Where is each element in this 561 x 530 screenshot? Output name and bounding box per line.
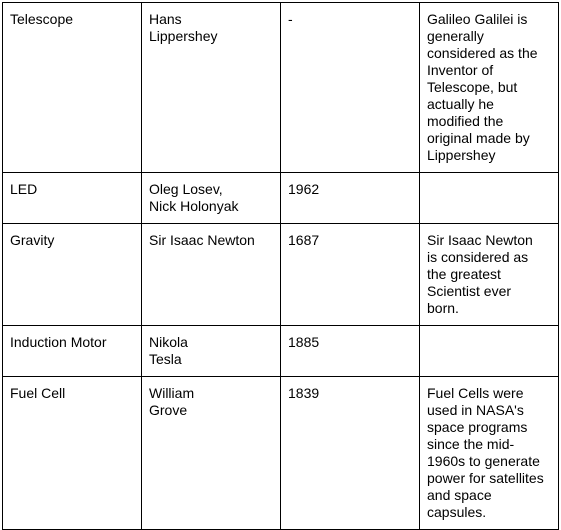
inventor-cell: Oleg Losev, Nick Holonyak [142, 173, 281, 224]
invention-cell: Fuel Cell [3, 377, 142, 530]
inventor-cell: Hans Lippershey [142, 3, 281, 173]
inventor-cell: Nikola Tesla [142, 326, 281, 377]
invention-cell: Telescope [3, 3, 142, 173]
table-row [3, 377, 559, 530]
notes-cell: Fuel Cells were used in NASA's space programs since the mid- 1960s to generate power for satellites and space capsules. [420, 377, 559, 530]
invention-cell: Induction Motor [3, 326, 142, 377]
year-cell: 1962 [281, 173, 420, 224]
table-row [3, 3, 559, 173]
year-cell: - [281, 3, 420, 173]
notes-cell [420, 173, 559, 224]
notes-cell [420, 326, 559, 377]
invention-cell: Gravity [3, 224, 142, 326]
table-row [3, 326, 559, 377]
year-cell: 1839 [281, 377, 420, 530]
year-cell: 1885 [281, 326, 420, 377]
inventor-cell: William Grove [142, 377, 281, 530]
table-row [3, 173, 559, 224]
notes-cell: Galileo Galilei is generally considered as the Inventor of Telescope, but actually he modified the original made by Lippershey [420, 3, 559, 173]
inventions-table [2, 2, 559, 530]
notes-cell: Sir Isaac Newton is considered as the greatest Scientist ever born. [420, 224, 559, 326]
inventor-cell: Sir Isaac Newton [142, 224, 281, 326]
year-cell: 1687 [281, 224, 420, 326]
table-row [3, 224, 559, 326]
invention-cell: LED [3, 173, 142, 224]
